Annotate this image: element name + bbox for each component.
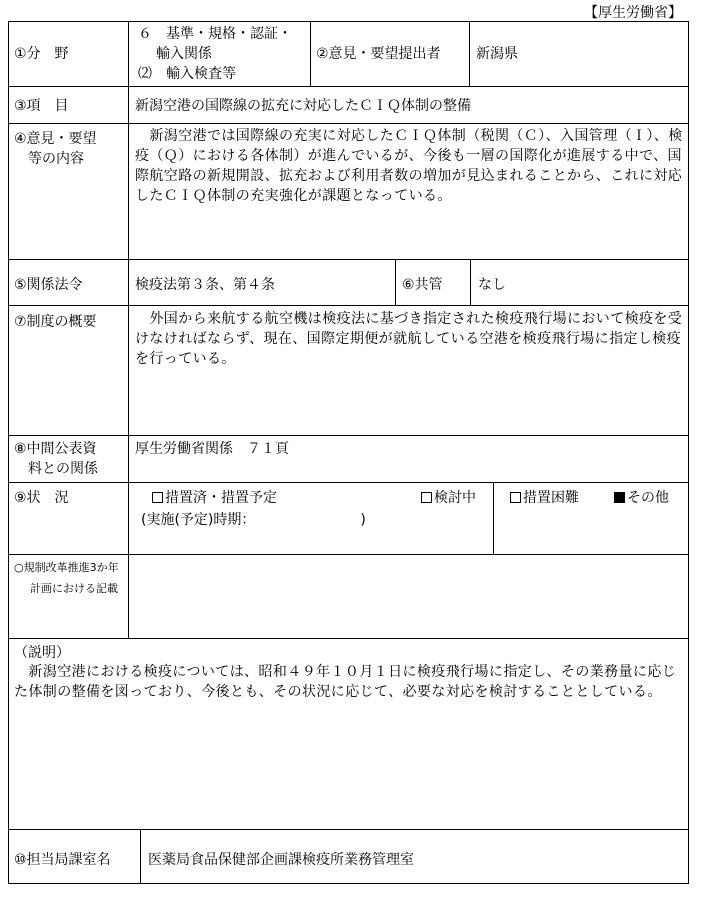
explanation-heading: （説明） bbox=[14, 645, 70, 661]
jurisdiction-value: なし bbox=[478, 277, 506, 293]
checkbox-review[interactable] bbox=[421, 492, 432, 503]
plan-record-label-line2: 計画における記載 bbox=[30, 582, 118, 595]
jurisdiction-label: ⑥共管 bbox=[402, 277, 443, 293]
status-option-other-label: その他 bbox=[627, 490, 669, 506]
checkbox-other[interactable] bbox=[614, 492, 625, 503]
related-law-value: 検疫法第３条、第４条 bbox=[135, 277, 275, 293]
opinion-label-line1: ④意見・要望 bbox=[14, 131, 97, 147]
bureau-value: 医薬局食品保健部企画課検疫所業務管理室 bbox=[148, 852, 414, 868]
status-option-difficult[interactable] bbox=[510, 487, 579, 507]
plan-record-label-line1: ○規制改革推進3か年 bbox=[14, 561, 119, 574]
related-law-label: ⑤関係法令 bbox=[14, 277, 83, 293]
status-option-done[interactable] bbox=[152, 487, 277, 507]
item-label: ③項 目 bbox=[14, 98, 69, 114]
submitter-label: ②意見・要望提出者 bbox=[316, 46, 441, 62]
bureau-label: ⑩担当局課室名 bbox=[14, 852, 111, 868]
status-timing: (実施(予定)時期： ) bbox=[141, 512, 366, 528]
status-option-done-label: 措置済・措置予定 bbox=[165, 490, 277, 506]
field-label: ①分 野 bbox=[14, 46, 69, 62]
status-option-review-label: 検討中 bbox=[434, 490, 476, 506]
field-value-line2: 輸入関係 bbox=[156, 46, 212, 62]
interim-doc-value: 厚生労働省関係 ７１頁 bbox=[135, 441, 289, 457]
system-overview-text: 外国から来航する航空機は検疫法に基づき指定された検疫飛行場において検疫を受けなければならず、現在、国際定期便が就航している空港を検疫飛行場に指定し検疫を行っている。 bbox=[135, 311, 683, 367]
status-option-review[interactable] bbox=[421, 487, 476, 507]
item-value: 新潟空港の国際線の拡充に対応したＣＩＱ体制の整備 bbox=[135, 98, 471, 114]
status-label: ⑨状 況 bbox=[14, 490, 69, 506]
system-overview-label: ⑦制度の概要 bbox=[14, 314, 97, 330]
field-value-line1: ６ 基準・規格・認証・ bbox=[138, 26, 292, 42]
ministry-tag: 【厚生労働省】 bbox=[584, 5, 682, 21]
status-option-other[interactable] bbox=[614, 487, 669, 507]
interim-doc-label-line2: 料との関係 bbox=[28, 461, 98, 477]
submitter-value: 新潟県 bbox=[476, 46, 518, 62]
checkbox-done[interactable] bbox=[152, 492, 163, 503]
interim-doc-label-line1: ⑧中間公表資 bbox=[14, 441, 97, 457]
explanation-text: 新潟空港における検疫については、昭和４９年１０月１日に検疫飛行場に指定し、その業務量に応じた体制の整備を図っており、今後とも、その状況に応じて、必要な対応を検討することとしている。 bbox=[14, 664, 677, 700]
field-value-line3: ⑵ 輸入検査等 bbox=[138, 66, 236, 82]
opinion-text: 新潟空港では国際線の充実に対応したＣＩＱ体制（税関（Ｃ）、入国管理（Ｉ）、検疫（Ｑ）における各体制）が進んでいるが、今後も一層の国際化が進展する中で、国際航空路の新規開設、拡充および利用者数の増加が見込まれることから、これに対応したＣＩＱ体制の充実強化が課題となっている。 bbox=[135, 128, 683, 204]
checkbox-difficult[interactable] bbox=[510, 492, 521, 503]
opinion-label-line2: 等の内容 bbox=[28, 151, 84, 167]
status-option-difficult-label: 措置困難 bbox=[523, 490, 579, 506]
